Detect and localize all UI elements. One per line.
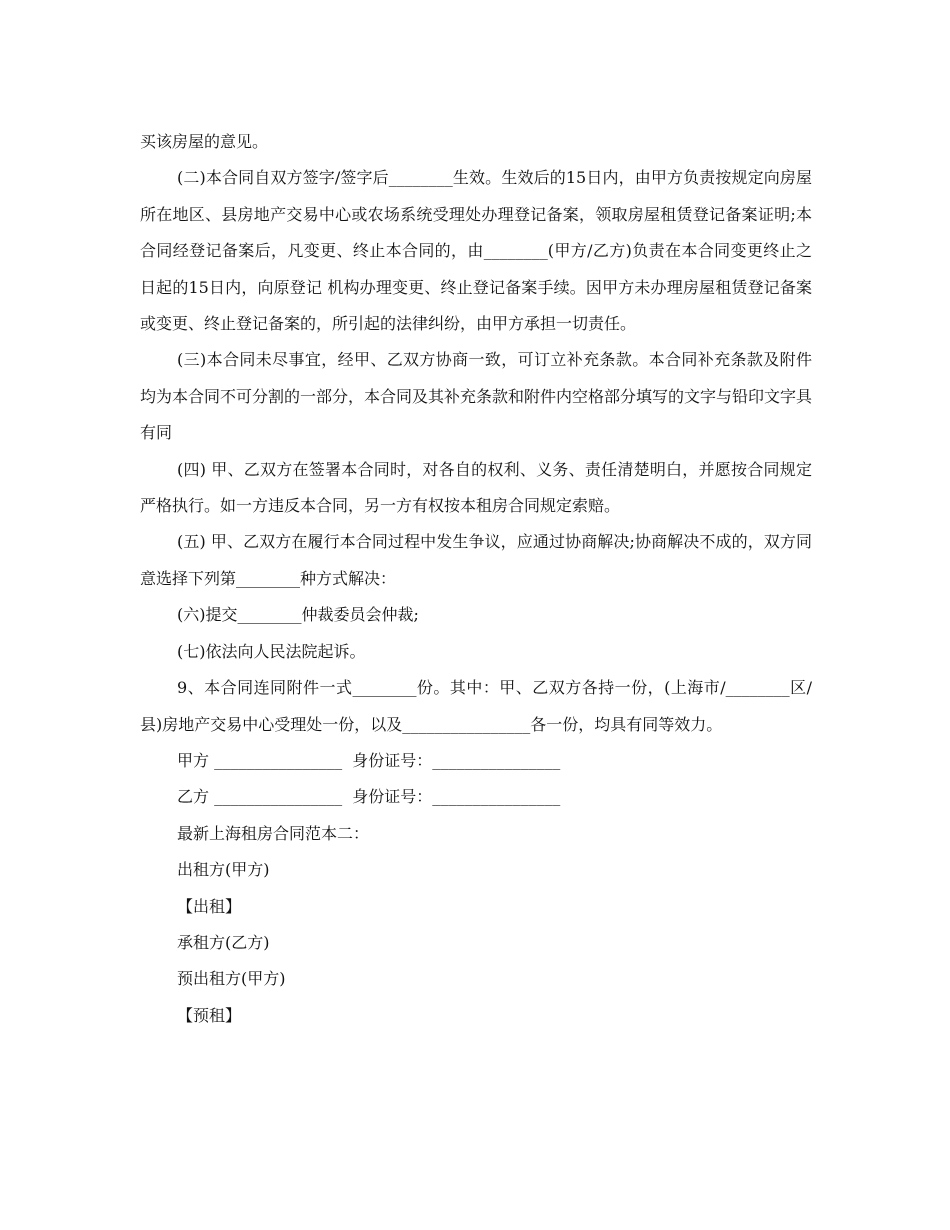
pre-lessor-label: 预出租方(甲方) <box>177 969 286 989</box>
paragraph-clause-9: 9、本合同连同附件一式________份。其中：甲、乙双方各持一份，(上海市/________区/县)房地产交易中心受理处一份，以及________________各一份，均具有同等效力。 <box>140 678 812 734</box>
paragraph-clause-4: (四) 甲、乙双方在签署本合同时，对各自的权利、义务、责任清楚明白，并愿按合同规定严格执行。如一方违反本合同，另一方有权按本租房合同规定索赔。 <box>140 459 812 516</box>
pre-lease-type-label: 【预租】 <box>177 1005 242 1025</box>
paragraph-clause-5: (五) 甲、乙双方在履行本合同过程中发生争议，应通过协商解决;协商解决不成的，双方同意选择下列第________种方式解决： <box>140 532 812 588</box>
lessee-label: 承租方(乙方) <box>177 932 270 952</box>
contract-text <box>140 124 812 1034</box>
lease-type-label: 【出租】 <box>177 896 242 916</box>
section-heading: 最新上海租房合同范本二： <box>177 823 370 843</box>
signature-line-party-a: 甲方 ________________ 身份证号：________________ <box>177 750 561 770</box>
paragraph-clause-2: (二)本合同自双方签字/签字后________生效。生效后的15日内，由甲方负责按规定向房屋所在地区、县房地产交易中心或农场系统受理处办理登记备案，领取房屋租赁登记备案证明;本合同经登记备案后，凡变更、终止本合同的，由________(甲方/乙方)负责在本合同变更终止之日起的15日内，向原登记 机构办理变更、终止登记备案手续。因甲方未办理房屋租赁登记备案或变更、终止登记备案的，所引起的法律纠纷，由甲方承担一切责任。 <box>140 168 812 334</box>
paragraph-clause-3: (三)本合同未尽事宜，经甲、乙双方协商一致，可订立补充条款。本合同补充条款及附件均为本合同不可分割的一部分，本合同及其补充条款和附件内空格部分填写的文字与铅印文字具有同 <box>140 350 813 443</box>
paragraph-continuation: 买该房屋的意见。 <box>140 132 269 151</box>
lessor-label: 出租方(甲方) <box>177 860 270 880</box>
paragraph-clause-7: (七)依法向人民法院起诉。 <box>177 641 366 661</box>
signature-line-party-b: 乙方 ________________ 身份证号：________________ <box>177 787 561 807</box>
paragraph-clause-6: (六)提交________仲裁委员会仲裁; <box>177 605 419 625</box>
